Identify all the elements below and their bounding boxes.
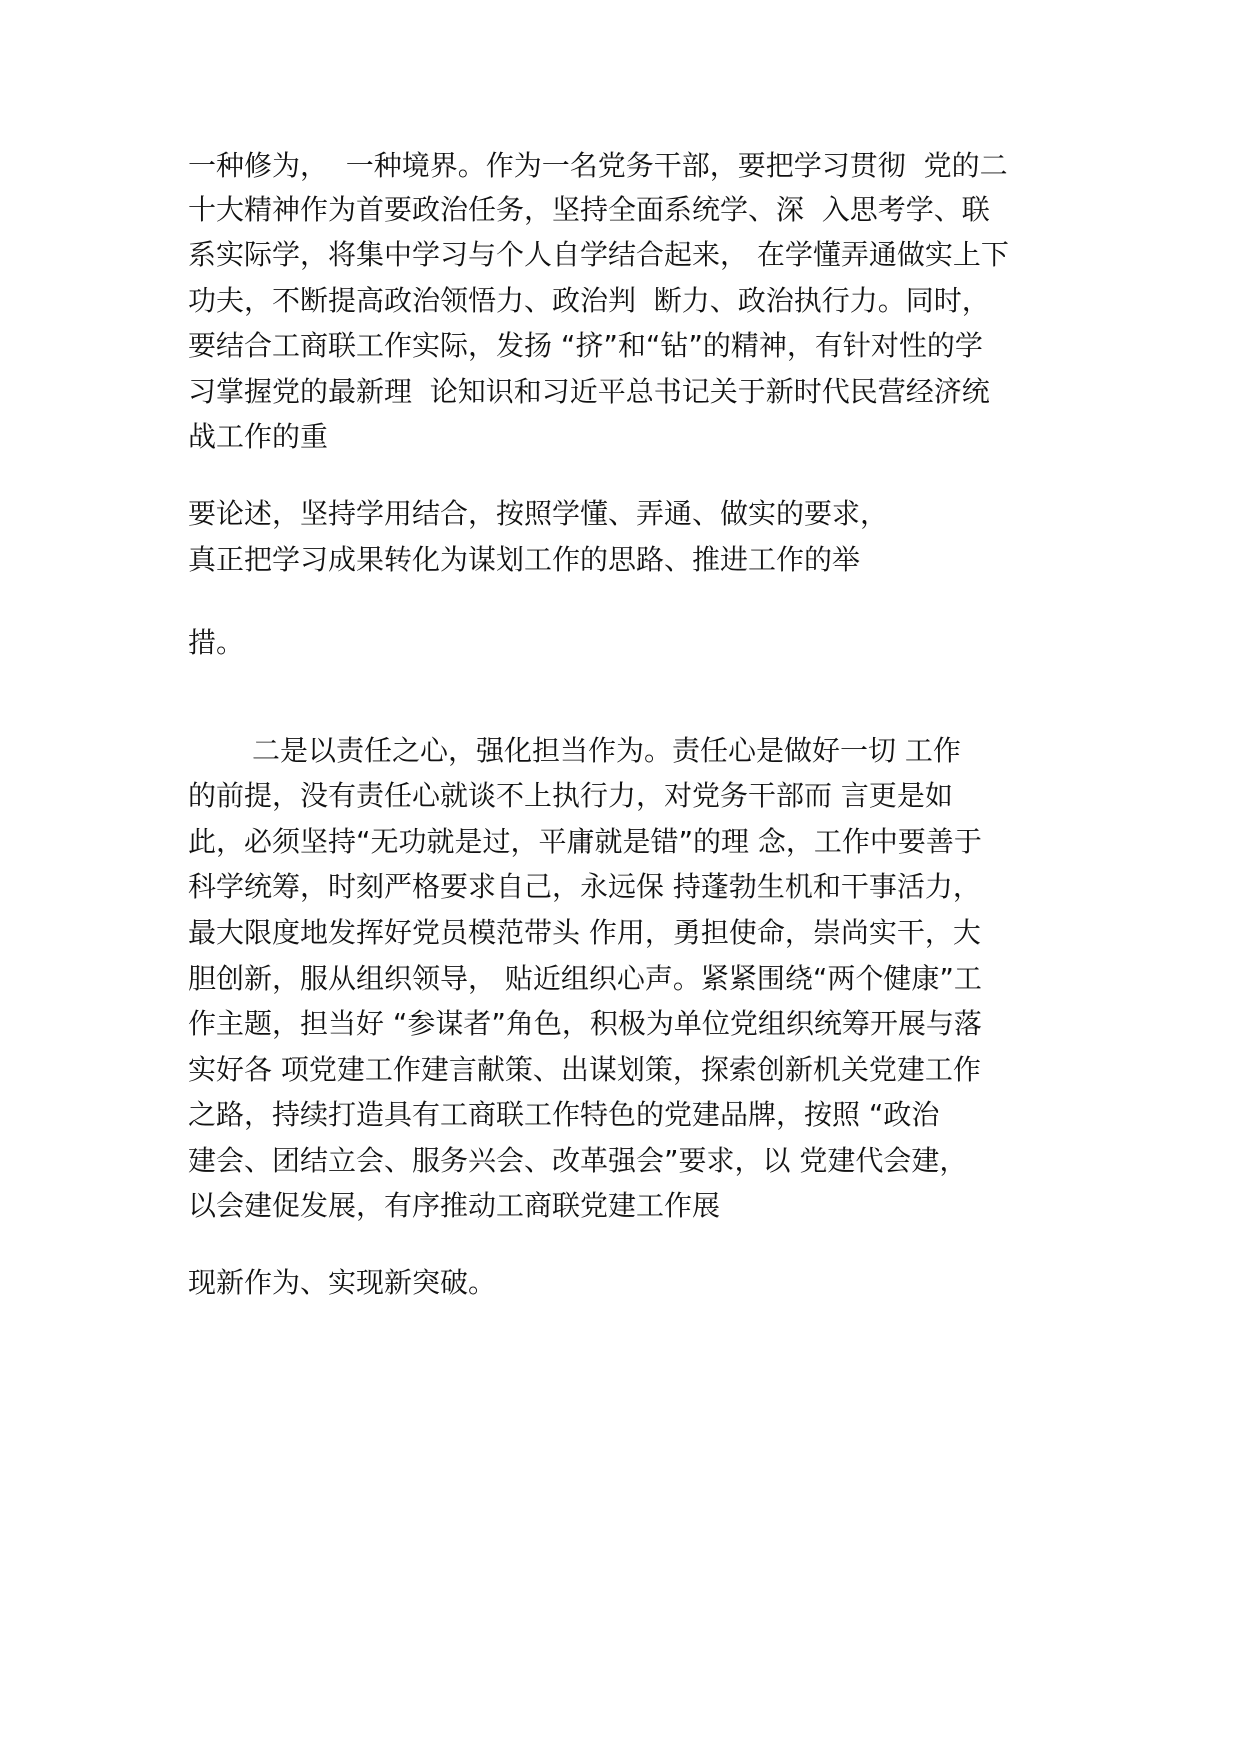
paragraph-1-end: 措。 [188,626,245,659]
paragraph-1-line-6: 习掌握党的最新理 论知识和习近平总书记关于新时代民营经济统 [188,375,990,408]
paragraph-1-line-4: 功夫，不断提高政治领悟力、政治判 断力、政治执行力。同时， [188,284,990,317]
paragraph-2-line-1: 二是以责任之心，强化担当作为。责任心是做好一切 工作 [252,734,961,767]
paragraph-1-line-7: 战工作的重 [188,420,329,453]
paragraph-2-line-9: 之路，持续打造具有工商联工作特色的党建品牌，按照 “政治 [188,1098,940,1131]
paragraph-1-line-2: 十大精神作为首要政治任务，坚持全面系统学、深 入思考学、联 [188,193,990,226]
paragraph-2-line-10: 建会、团结立会、服务兴会、改革强会”要求，以 党建代会建， [188,1144,968,1177]
paragraph-1-continued-line-1: 要论述，坚持学用结合，按照学懂、弄通、做实的要求， [188,497,889,530]
paragraph-1-continued-line-2: 真正把学习成果转化为谋划工作的思路、推进工作的举 [188,543,861,576]
paragraph-1-line-3: 系实际学，将集中学习与个人自学结合起来， 在学懂弄通做实上下 [188,238,1009,271]
paragraph-2-line-2: 的前提，没有责任心就谈不上执行力，对党务干部而 言更是如 [188,779,953,812]
paragraph-2-line-8: 实好各 项党建工作建言献策、出谋划策，探索创新机关党建工作 [188,1053,981,1086]
paragraph-1-line-5: 要结合工商联工作实际，发扬 “挤”和“钻”的精神，有针对性的学 [188,329,983,362]
paragraph-1-line-1: 一种修为， 一种境界。作为一名党务干部，要把学习贯彻 党的二 [188,149,1008,182]
paragraph-2-line-7: 作主题，担当好 “参谋者”角色，积极为单位党组织统筹开展与落 [188,1007,982,1040]
paragraph-2-line-6: 胆创新，服从组织领导， 贴近组织心声。紧紧围绕“两个健康”工 [188,962,982,995]
paragraph-2-line-4: 科学统筹，时刻严格要求自己，永远保 持蓬勃生机和干事活力， [188,870,981,903]
paragraph-2-end: 现新作为、实现新突破。 [188,1266,497,1299]
paragraph-2-line-5: 最大限度地发挥好党员模范带头 作用，勇担使命，崇尚实干，大 [188,916,981,949]
paragraph-2-line-3: 此，必须坚持“无功就是过，平庸就是错”的理 念，工作中要善于 [188,825,982,858]
paragraph-2-line-11: 以会建促发展，有序推动工商联党建工作展 [188,1189,721,1222]
